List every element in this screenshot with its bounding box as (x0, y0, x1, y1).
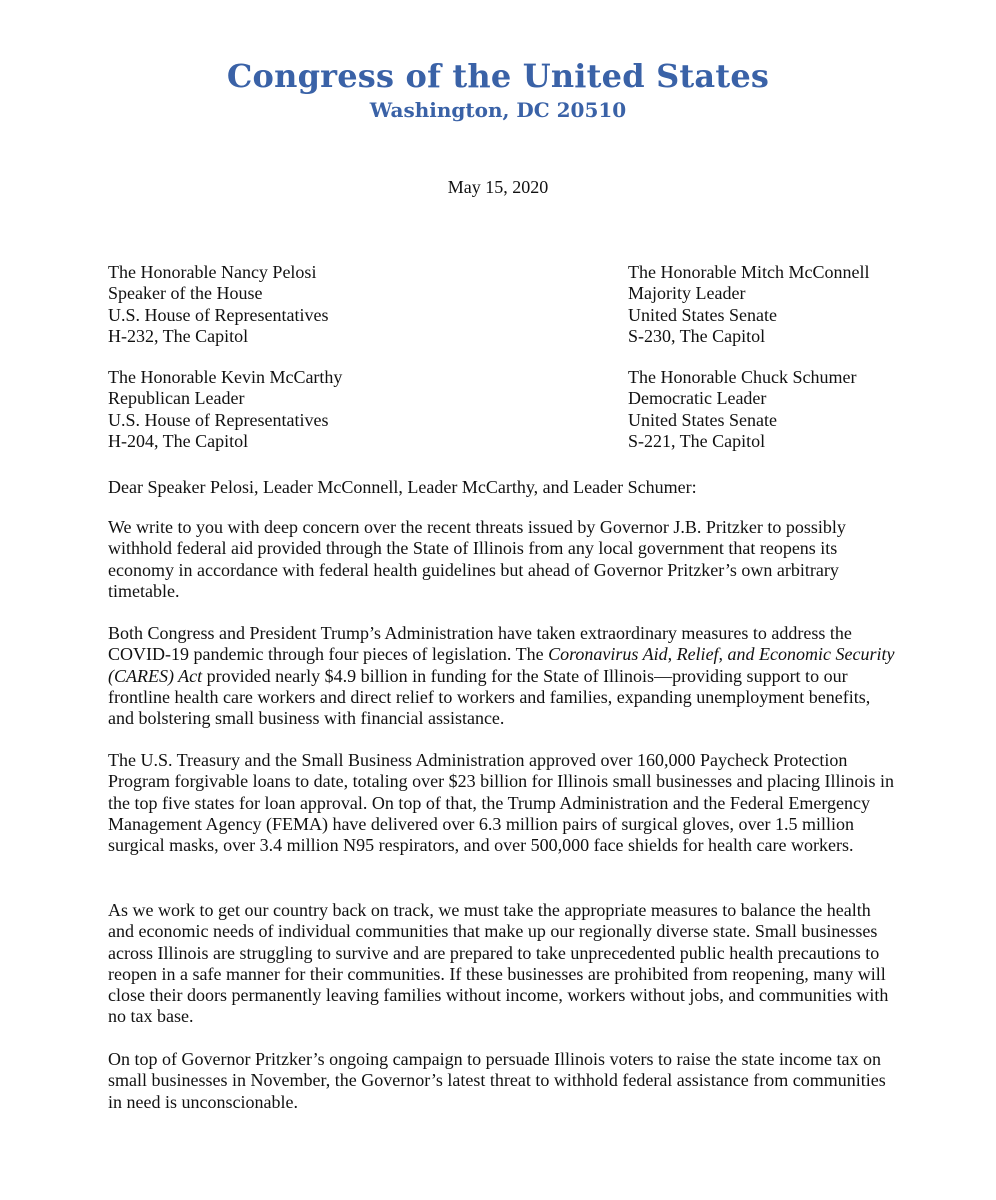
recipient-body: United States Senate (628, 409, 777, 430)
recipient-title: Speaker of the House (108, 283, 263, 304)
body-paragraph-3: The U.S. Treasury and the Small Business Administration approved over 160,000 Paycheck Protection Program forgivable loans to date, totaling over $23 billion for Illinois small businesses and placing Illinois in the top five states for loan approval. On top of that, the Trump Administration and the Federal Emergency Management Agency (FEMA) have delivered over 6.3 million pairs of surgical gloves, over 1.5 million surgical masks, over 3.4 million N95 respirators, and over 500,000 face shields for health care workers. (108, 750, 895, 856)
recipient-name: The Honorable Chuck Schumer (628, 367, 857, 387)
recipient-block (628, 262, 869, 347)
paragraph-2-tail-text: provided nearly $4.9 billion in funding for the State of Illinois—providing support to our frontline health care workers and direct relief to workers and families, expanding unemployment benefits, and bolstering small business with financial assistance. (108, 665, 871, 729)
recipient-name: The Honorable Mitch McConnell (628, 262, 870, 282)
paragraph-2-lead-text: Both Congress and President Trump’s Administration have taken extraordinary measures to address the COVID-19 pandemic through four pieces of legislation. The (108, 623, 852, 665)
body-paragraph-1: We write to you with deep concern over the recent threats issued by Governor J.B. Pritzker to possibly withhold federal aid provided through the State of Illinois from any local government that reopens its economy in accordance with federal health guidelines but ahead of Governor Pritzker’s own arbitrary timetable. (108, 517, 846, 601)
body-paragraph-5: On top of Governor Pritzker’s ongoing campaign to persuade Illinois voters to raise the state income tax on small businesses in November, the Governor’s latest threat to withhold federal assistance from communities in need is unconscionable. (108, 1049, 886, 1112)
recipient-body: United States Senate (628, 304, 777, 325)
recipient-office: S-230, The Capitol (628, 325, 766, 346)
letter-date: May 15, 2020 (447, 177, 549, 197)
letterhead-title: Congress of the United States (226, 57, 770, 95)
recipient-block (108, 367, 342, 452)
recipient-office: H-232, The Capitol (108, 325, 249, 346)
recipient-body: U.S. House of Representatives (108, 304, 329, 325)
letterhead (0, 58, 996, 122)
recipient-name: The Honorable Nancy Pelosi (108, 262, 317, 282)
cares-act-title: Coronavirus Aid, Relief, and Economic Security (CARES) Act (108, 644, 895, 686)
body-paragraph-2 (108, 623, 898, 729)
recipient-block (628, 367, 856, 452)
recipient-title: Majority Leader (628, 283, 746, 304)
recipient-office: H-204, The Capitol (108, 430, 249, 451)
recipient-block (108, 262, 328, 347)
recipient-title: Democratic Leader (628, 388, 767, 409)
recipient-name: The Honorable Kevin McCarthy (108, 367, 343, 387)
recipient-title: Republican Leader (108, 388, 245, 409)
salutation: Dear Speaker Pelosi, Leader McConnell, Leader McCarthy, and Leader Schumer: (108, 477, 697, 497)
body-paragraph-4: As we work to get our country back on track, we must take the appropriate measures to balance the health and economic needs of individual communities that make up our regionally diverse state. Small businesses across Illinois are struggling to survive and are prepared to take unprecedented public health precautions to reopen in a safe manner for their communities. If these businesses are prohibited from reopening, many will close their doors permanently leaving families without income, workers without jobs, and communities with no tax base. (108, 900, 889, 1027)
recipient-body: U.S. House of Representatives (108, 409, 329, 430)
recipient-office: S-221, The Capitol (628, 430, 766, 451)
letterhead-subtitle: Washington, DC 20510 (369, 98, 627, 122)
